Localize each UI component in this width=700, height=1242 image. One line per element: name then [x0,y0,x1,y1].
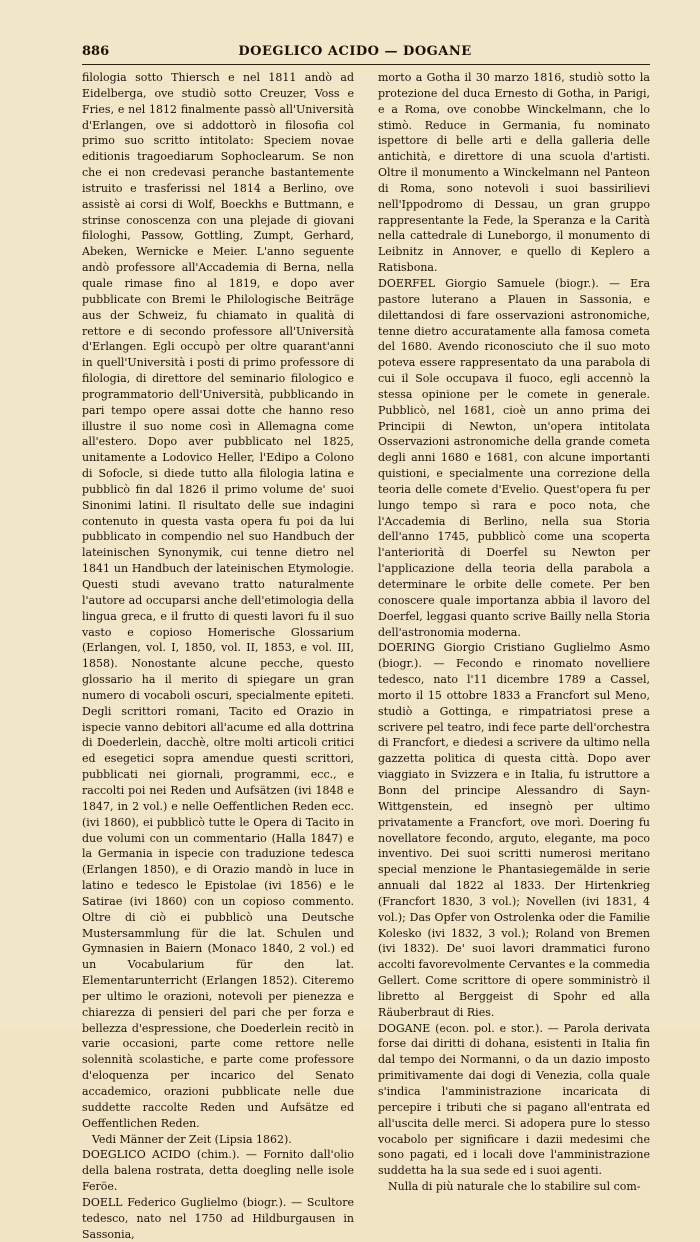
entry-doell: DOELL Federico Guglielmo (biogr.). — Scultore tedesco, nato nel 1750 ad Hildburgausen in Sassonia, [82,1195,354,1241]
page-number: 886 [82,44,110,59]
left-column [82,70,354,1241]
right-column [378,70,650,1194]
paragraph-doederlein-ref: Vedi Männer der Zeit (Lipsia 1862). [92,1132,292,1146]
entry-dogane: DOGANE (econ. pol. e stor.). — Parola derivata forse dai diritti di dohana, esistenti in Italia fin dal tempo dei Normanni, o da un dazio imposto primitivamente dai dogi di Venezia, colla quale s'indica l'amministrazione incaricata di percepire i tributi che si pagano all'entrata ed all'uscita delle merci. Si adopera pure lo stesso vocabolo per significare i dazii medesimi che sono pagati, ed i locali dove l'amministrazione suddetta ha la sua sede ed i suoi agenti. [378,1021,650,1178]
header-rule [82,64,650,65]
paragraph-doederlein-bio: filologia sotto Thiersch e nel 1811 andò ad Eidelberga, ove studiò sotto Creuzer, Voss e Fries, e nel 1812 finalmente passò all'Università d'Erlangen, ove si addottorò in filosofia col primo suo scritto intitolato: Speciem novae editionis tragoediarum Sophoclearum. Se non che ei non credevasi peranche bastantemente istruito e trasferissi nel 1814 a Berlino, ove assistè ai corsi di Wolf, Boeckhs e Buttmann, e strinse conoscenza con una plejade di giovani filologhi, Passow, Gottling, Zumpt, Gerhard, Abeken, Wernicke e Meier. L'anno seguente andò professore all'Accademia di Berna, nella quale rimase fino al 1819, e dopo aver pubblicate con Bremi le Philologische Beiträge aus der Schweiz, fu chiamato in qualità di rettore e di secondo professore all'Università d'Erlangen. Egli occupò per oltre quarant'anni in quell'Università i posti di primo professore di filologia, di direttore del seminario filologico e programmatorio dell'Università, pubblicando in pari tempo opere assai dotte che hanno reso illustre il suo nome così in Allemagna come all'estero. Dopo aver pubblicato nel 1825, unitamente a Lodovico Heller, l'Edipo a Colono di Sofocle, si diede tutto alla filologia latina e pubblicò fin dal 1826 il primo volume de' suoi Sinonimi latini. Il risultato delle sue indagini contenuto in questa vasta opera fu poi da lui pubblicato in compendio nel suo Handbuch der lateinischen Synonymik, cui tenne dietro nel 1841 un Handbuch der lateinischen Etymologie. Questi studi avevano tratto naturalmente l'autore ad occuparsi anche dell'etimologia della lingua greca, e il frutto di questi lavori fu il suo vasto e copioso Homerische Glossarium (Erlangen, vol. I, 1850, vol. II, 1853, e vol. III, 1858). Nonostante alcune pecche, questo glossario ha il merito di spiegare un gran numero di vocaboli oscuri, specialmente epiteti. Degli scrittori romani, Tacito ed Orazio in ispecie vanno debitori all'acume ed alla dottrina di Doederlein, dacchè, oltre molti articoli critici ed esegetici sopra amendue questi scrittori, pubblicati nei giornali, programmi, ecc., e raccolti poi nei Reden und Aufsätzen (ivi 1848 e 1847, in 2 vol.) e nelle Oeffentlichen Reden ecc. (ivi 1860), ei pubblicò tutte le Opera di Tacito in due volumi con un commentario (Halla 1847) e la Germania in ispecie con traduzione tedesca (Erlangen 1850), e di Orazio mandò in luce in latino e tedesco le Epistolae (ivi 1856) e le Satirae (ivi 1860) con un copioso commento. Oltre di ciò ei pubblicò una Deutsche Mustersammlung für die lat. Schulen und Gymnasien in Baiern (Monaco 1840, 2 vol.) ed un Vocabularium für den lat. Elementarunterricht (Erlangen 1852). Citeremo per ultimo le orazioni, notevoli per pienezza e chiarezza di pensieri del pari che per forza e bellezza d'espressione, che Doederlein recitò in varie occasioni, parte come rettore nelle solennità scolastiche, e parte come professore d'eloquenza per incarico del Senato accademico, orazioni pubblicate nelle due suddette raccolte Reden und Aufsätze ed Oeffentlichen Reden. [82,71,354,1130]
text-columns [82,70,650,1241]
running-title: DOEGLICO ACIDO — DOGANE [238,44,472,59]
entry-doering: DOERING Giorgio Cristiano Guglielmo Asmo (biogr.). — Fecondo e rinomato novelliere tedesco, nato l'11 dicembre 1789 a Cassel, morto il 15 ottobre 1833 a Francfort sul Meno, studiò a Gottinga, e rimpatriatosi prese a scrivere pel teatro, indi fece parte dell'orchestra di Francfort, e diedesi a scrivere da ultimo nella gazzetta politica di questa città. Dopo aver viaggiato in Svizzera e in Italia, fu istruttore a Bonn del principe Alessandro di Sayn-Wittgenstein, ed insegnò per ultimo privatamente a Francfort, ove morì. Doering fu novellatore fecondo, arguto, elegante, ma poco inventivo. Dei suoi scritti numerosi meritano special menzione le Phantasiegemälde in serie annuali dal 1822 al 1833. Der Hirtenkrieg (Francfort 1830, 3 vol.); Novellen (ivi 1831, 4 vol.); Das Opfer von Ostrolenka oder die Familie Kolesko (ivi 1832, 3 vol.); Roland von Bremen (ivi 1832). De' suoi lavori drammatici furono accolti favorevolmente Cervantes e la commedia Gellert. Come scrittore di opere somministrò il libretto al Berggeist di Spohr ed alla Räuberbraut di Ries. [378,641,650,1019]
entry-doell-continued: morto a Gotha il 30 marzo 1816, studiò sotto la protezione del duca Ernesto di Gotha, in Parigi, e a Roma, ove conobbe Winckelmann, che lo stimò. Reduce in Germania, fu nominato ispettore di belle arti e della galleria delle antichità, e direttore di una scuola d'artisti. Oltre il monumento a Winckelmann nel Panteon di Roma, sono notevoli i suoi bassirilievi nell'Ippodromo di Dessau, un gran gruppo rappresentante la Fede, la Speranza e la Carità nella cattedrale di Luneborgo, il monumento di Leibnitz in Annover, e quello di Keplero a Ratisbona. [378,71,650,275]
entry-doerfel: DOERFEL Giorgio Samuele (biogr.). — Era pastore luterano a Plauen in Sassonia, e dilettandosi di fare osservazioni astronomiche, tenne dietro accuratamente alla famosa cometa del 1680. Avendo riconosciuto che il suo moto poteva essere rappresentato da una parabola di cui il Sole occupava il fuoco, egli accennò la stessa opinione per le comete in generale. Pubblicò, nel 1681, cioè un anno prima dei Principii di Newton, un'opera intitolata Osservazioni astronomiche della grande cometa degli anni 1680 e 1681, con alcune importanti quistioni, e specialmente una correzione della teoria delle comete d'Evelio. Quest'opera fu per lungo tempo sì rara e poco nota, che l'Accademia di Berlino, nella sua Storia dell'anno 1745, pubblicò come una scoperta l'anteriorità di Doerfel su Newton per l'applicazione della teoria della parabola a determinare le orbite delle comete. Per ben conoscere quale importanza abbia il lavoro del Doerfel, leggasi quanto scrive Bailly nella Storia dell'astronomia moderna. [378,276,650,639]
entry-doeglico-acido: DOEGLICO ACIDO (chim.). — Fornito dall'olio della balena rostrata, detta doegling nelle isole Feröe. [82,1148,354,1194]
paragraph-dogane-continued: Nulla di più naturale che lo stabilire sul com- [388,1180,641,1194]
page-header [60,40,650,62]
